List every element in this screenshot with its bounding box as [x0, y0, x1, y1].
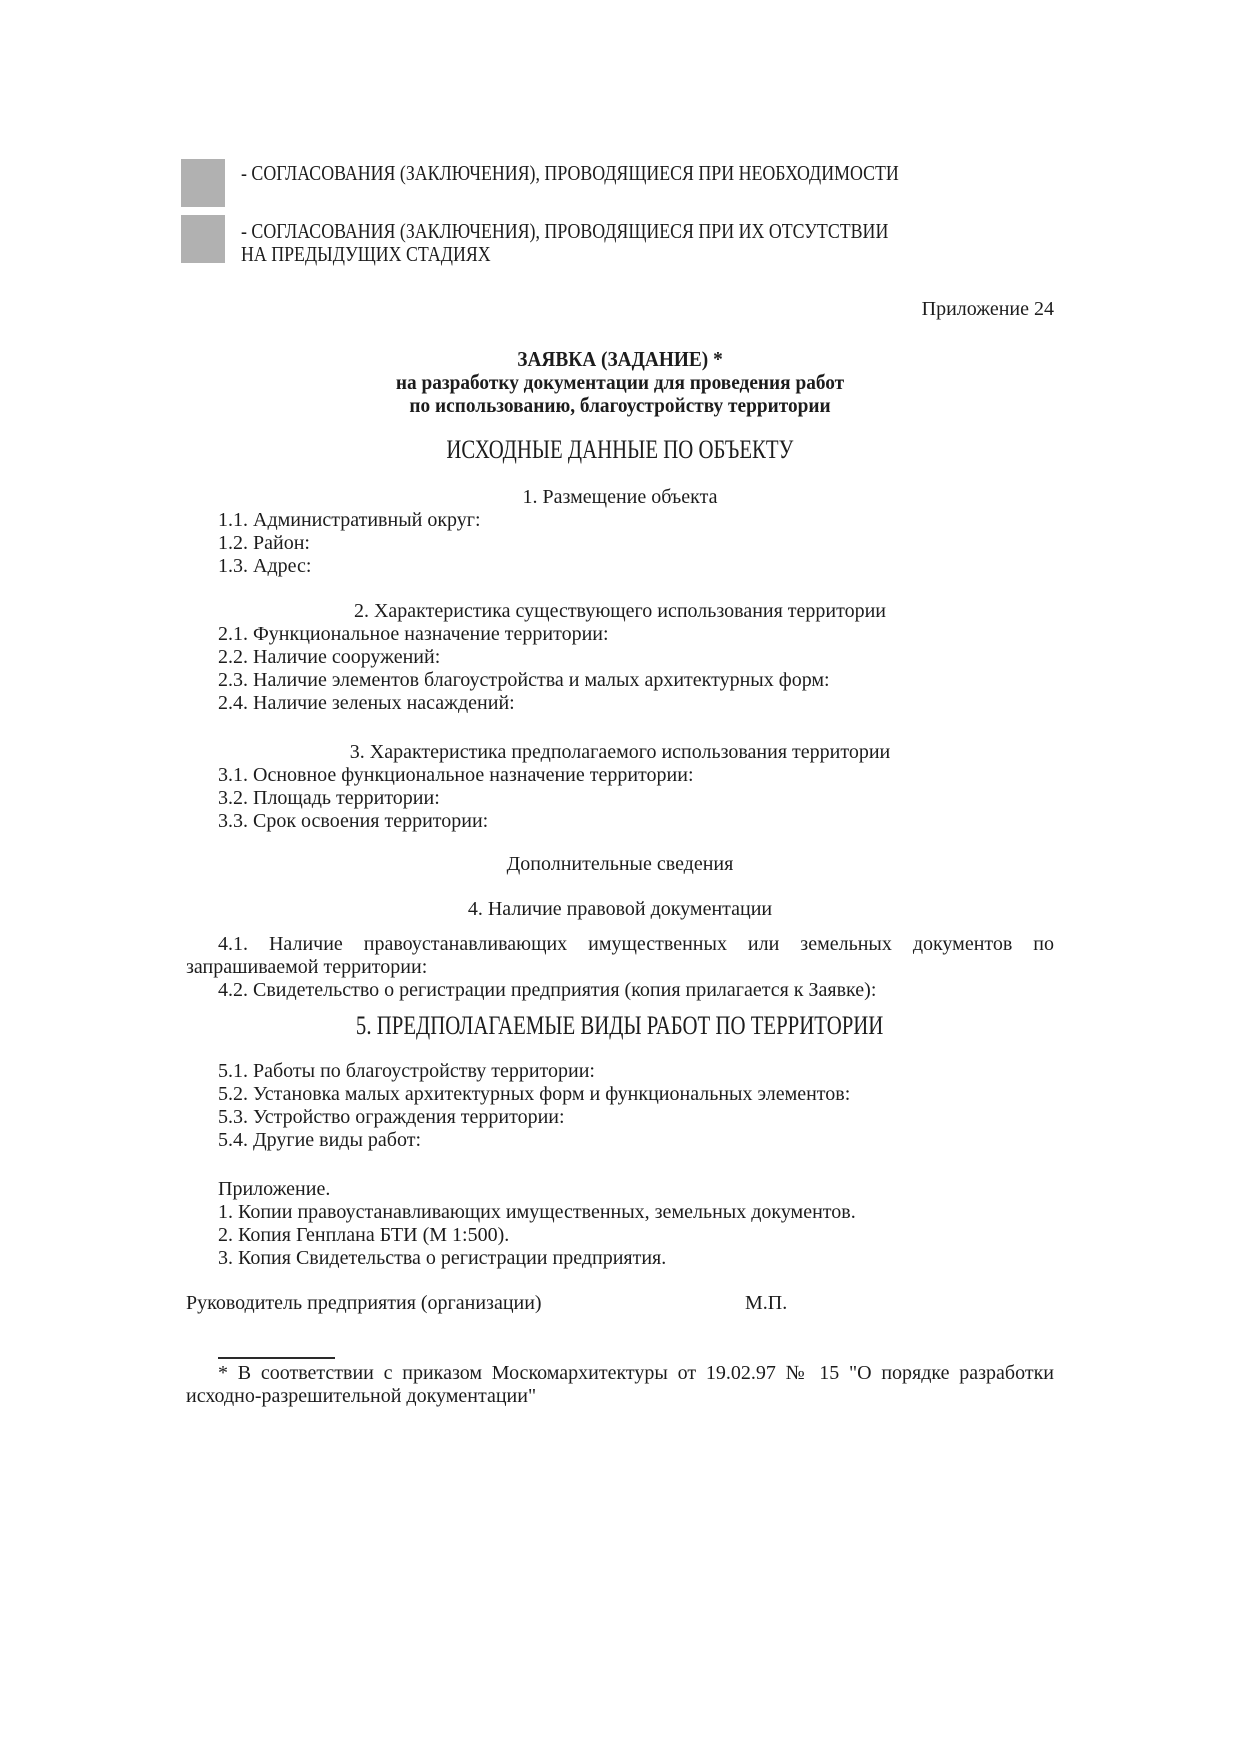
list-item: 4.2. Свидетельство о регистрации предприятия (копия прилагается к Заявке):	[218, 979, 877, 1001]
title-line: по использованию, благоустройству территории	[409, 393, 831, 417]
document-body	[186, 298, 1054, 1408]
additional-info-heading: Дополнительные сведения	[506, 853, 734, 875]
legend-item	[181, 159, 1240, 207]
list-item: 3. Копия Свидетельства о регистрации предприятия.	[218, 1247, 667, 1269]
legend-line: - СОГЛАСОВАНИЯ (ЗАКЛЮЧЕНИЯ), ПРОВОДЯЩИЕСЯ ПРИ ИХ ОТСУТСТВИИ	[241, 219, 889, 243]
legend-item-label	[241, 215, 888, 266]
document-title	[186, 348, 1054, 417]
list-item: 2. Копия Генплана БТИ (М 1:500).	[218, 1224, 510, 1246]
list-item-continuation: запрашиваемой территории:	[186, 956, 428, 978]
signature-label: Руководитель предприятия (организации)	[186, 1292, 542, 1314]
section-5-heading	[186, 1011, 1054, 1041]
list-item: 2.2. Наличие сооружений:	[218, 646, 441, 668]
list-item: 2.4. Наличие зеленых насаждений:	[218, 692, 515, 714]
subtitle	[186, 435, 1054, 465]
legend	[181, 159, 1240, 266]
gray-square-icon	[181, 215, 225, 263]
gray-square-icon	[181, 159, 225, 207]
attachments-heading: Приложение.	[218, 1178, 331, 1200]
list-item: 3.3. Срок освоения территории:	[218, 810, 489, 832]
footnote-line: исходно-разрешительной документации"	[186, 1385, 537, 1407]
signature-row	[186, 1292, 1054, 1315]
list-item: 3.1. Основное функциональное назначение территории:	[218, 764, 694, 786]
section-2-heading: 2. Характеристика существующего использования территории	[353, 600, 887, 622]
subtitle-text: ИСХОДНЫЕ ДАННЫЕ ПО ОБЪЕКТУ	[446, 435, 794, 464]
annex-label: Приложение 24	[921, 298, 1054, 320]
section-4-heading: 4. Наличие правовой документации	[467, 898, 773, 920]
stamp-label: М.П.	[745, 1292, 788, 1314]
section-5-heading-text: 5. ПРЕДПОЛАГАЕМЫЕ ВИДЫ РАБОТ ПО ТЕРРИТОРИИ	[356, 1011, 884, 1040]
list-item: 2.1. Функциональное назначение территории:	[218, 623, 609, 645]
list-item: 2.3. Наличие элементов благоустройства и малых архитектурных форм:	[218, 669, 830, 691]
legend-item	[181, 215, 1240, 266]
list-item: 1.2. Район:	[218, 532, 310, 554]
section-3-heading: 3. Характеристика предполагаемого использования территории	[349, 741, 891, 763]
legend-line: - СОГЛАСОВАНИЯ (ЗАКЛЮЧЕНИЯ), ПРОВОДЯЩИЕСЯ ПРИ НЕОБХОДИМОСТИ	[241, 161, 899, 185]
footnote-divider	[218, 1357, 335, 1359]
list-item: 1. Копии правоустанавливающих имущественных, земельных документов.	[218, 1201, 856, 1223]
section-1-heading: 1. Размещение объекта	[522, 486, 718, 508]
legend-item-label	[241, 159, 899, 185]
list-item: 1.1. Административный округ:	[218, 509, 481, 531]
list-item: 4.1. Наличие правоустанавливающих имущественных или земельных документов по	[218, 933, 1054, 955]
list-item: 5.1. Работы по благоустройству территории:	[218, 1060, 595, 1082]
footnote-line: * В соответствии с приказом Москомархитектуры от 19.02.97 № 15 "О порядке разработки	[218, 1362, 1054, 1384]
list-item: 1.3. Адрес:	[218, 555, 312, 577]
list-item: 5.2. Установка малых архитектурных форм и функциональных элементов:	[218, 1083, 851, 1105]
list-item: 5.3. Устройство ограждения территории:	[218, 1106, 565, 1128]
title-line: ЗАЯВКА (ЗАДАНИЕ) *	[517, 347, 723, 371]
legend-line: НА ПРЕДЫДУЩИХ СТАДИЯХ	[241, 242, 491, 266]
list-item: 5.4. Другие виды работ:	[218, 1129, 422, 1151]
title-line: на разработку документации для проведения работ	[395, 370, 845, 394]
list-item: 3.2. Площадь территории:	[218, 787, 440, 809]
